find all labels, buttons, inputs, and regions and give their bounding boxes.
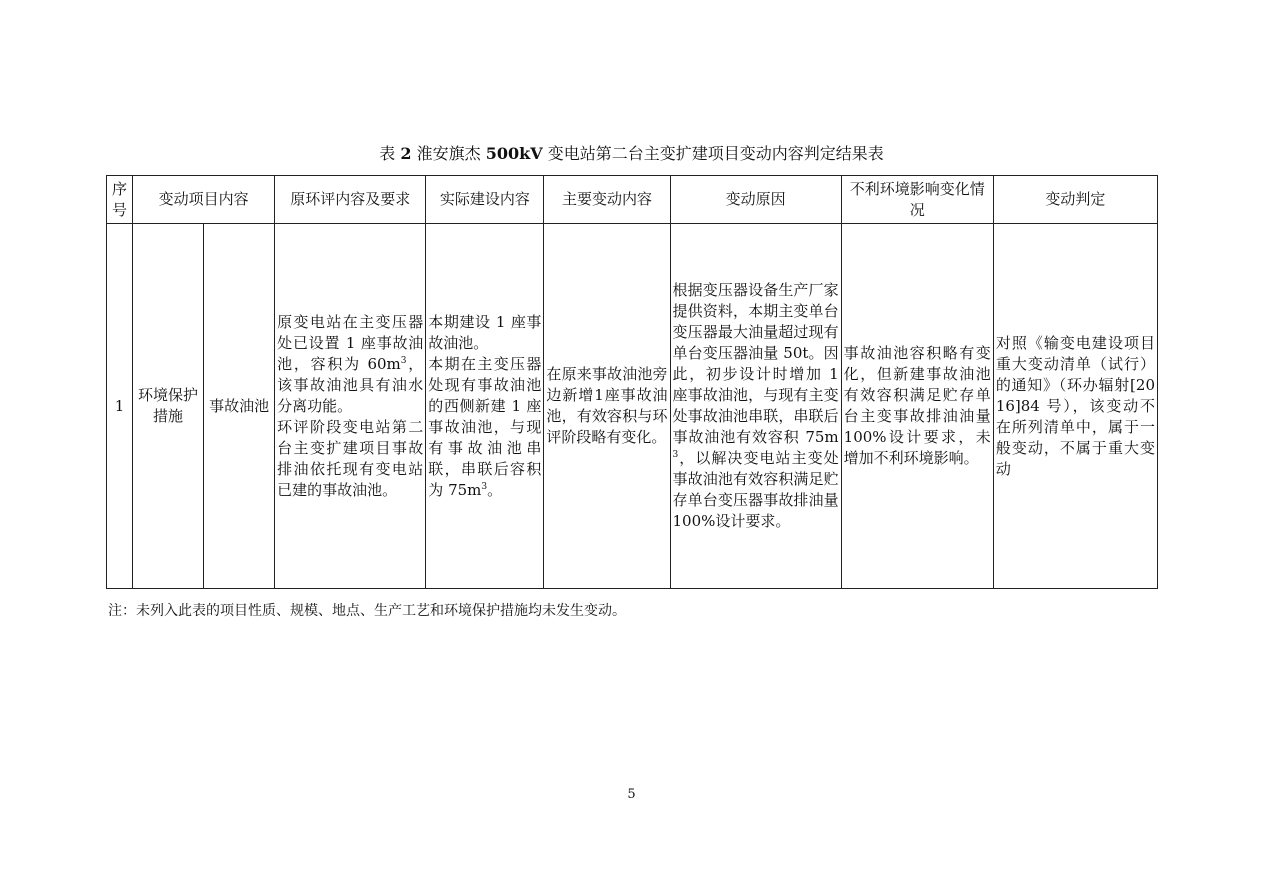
actual-text-c: 。 xyxy=(487,480,503,499)
original-text-a: 原变电站在主变压器处已设置 1 座事故油池，容积为 60m xyxy=(277,312,424,373)
cell-serial: 1 xyxy=(107,224,133,589)
cell-actual xyxy=(426,224,544,589)
actual-text-b: 本期在主变压器处现有事故油池的西侧新建 1 座事故油池，与现有事故油池串联，串联后容积为 75m xyxy=(428,354,542,499)
header-original: 原环评内容及要求 xyxy=(275,176,426,224)
cell-main-change: 在原来事故油池旁边新增1座事故油池，有效容积与环评阶段略有变化。 xyxy=(544,224,670,589)
table-row xyxy=(107,224,1158,589)
header-judgment: 变动判定 xyxy=(993,176,1157,224)
caption-voltage: 500kV xyxy=(485,144,543,163)
cell-subitem: 事故油池 xyxy=(204,224,275,589)
cell-category: 环境保护措施 xyxy=(133,224,204,589)
page-number: 5 xyxy=(627,787,636,802)
original-text-c: 环评阶段变电站第二台主变扩建项目事故排油依托现有变电站已建的事故油池。 xyxy=(277,417,424,499)
cell-impact: 事故油池容积略有变化，但新建事故油池有效容积满足贮存单台主变事故排油油量 100%设计要求，未增加不利环境影响。 xyxy=(841,224,993,589)
table-note: 注：未列入此表的项目性质、规模、地点、生产工艺和环境保护措施均未发生变动。 xyxy=(108,603,626,619)
table-caption xyxy=(0,143,1263,165)
cell-reason xyxy=(670,224,841,589)
cell-original xyxy=(275,224,426,589)
original-text-b: ，该事故油池具有油水分离功能。 xyxy=(277,354,424,415)
header-actual: 实际建设内容 xyxy=(426,176,544,224)
original-unit-sup: 3 xyxy=(400,355,407,366)
reason-text-b: ，以解决变电站主变处事故油池有效容积满足贮存单台变压器事故排油量 100%设计要求。 xyxy=(672,449,839,530)
caption-number: 2 xyxy=(400,144,412,163)
caption-prefix: 表 xyxy=(379,144,396,163)
cell-judgment: 对照《输变电建设项目重大变动清单（试行）的通知》（环办辐射[2016]84 号），该变动不在所列清单中，属于一般变动，不属于重大变动 xyxy=(993,224,1157,589)
change-judgment-table xyxy=(106,175,1158,589)
caption-site: 淮安旗杰 xyxy=(416,144,481,163)
header-impact: 不利环境影响变化情况 xyxy=(841,176,993,224)
actual-text-a: 本期建设 1 座事故油池。 xyxy=(428,312,542,352)
header-main-change: 主要变动内容 xyxy=(544,176,670,224)
header-serial: 序号 xyxy=(107,176,133,224)
header-item: 变动项目内容 xyxy=(133,176,275,224)
header-row xyxy=(107,176,1158,224)
header-reason: 变动原因 xyxy=(670,176,841,224)
reason-text-a: 根据变压器设备生产厂家提供资料，本期主变单台变压器最大油量超过现有单台变压器油量 50t。因此，初步设计时增加 1 座事故油池，与现有主变处事故油池串联，串联后事故油池有效容积 75m xyxy=(672,281,839,446)
reason-unit-sup: 3 xyxy=(672,450,679,460)
caption-title: 变电站第二台主变扩建项目变动内容判定结果表 xyxy=(547,144,884,163)
actual-unit-sup: 3 xyxy=(481,481,488,492)
